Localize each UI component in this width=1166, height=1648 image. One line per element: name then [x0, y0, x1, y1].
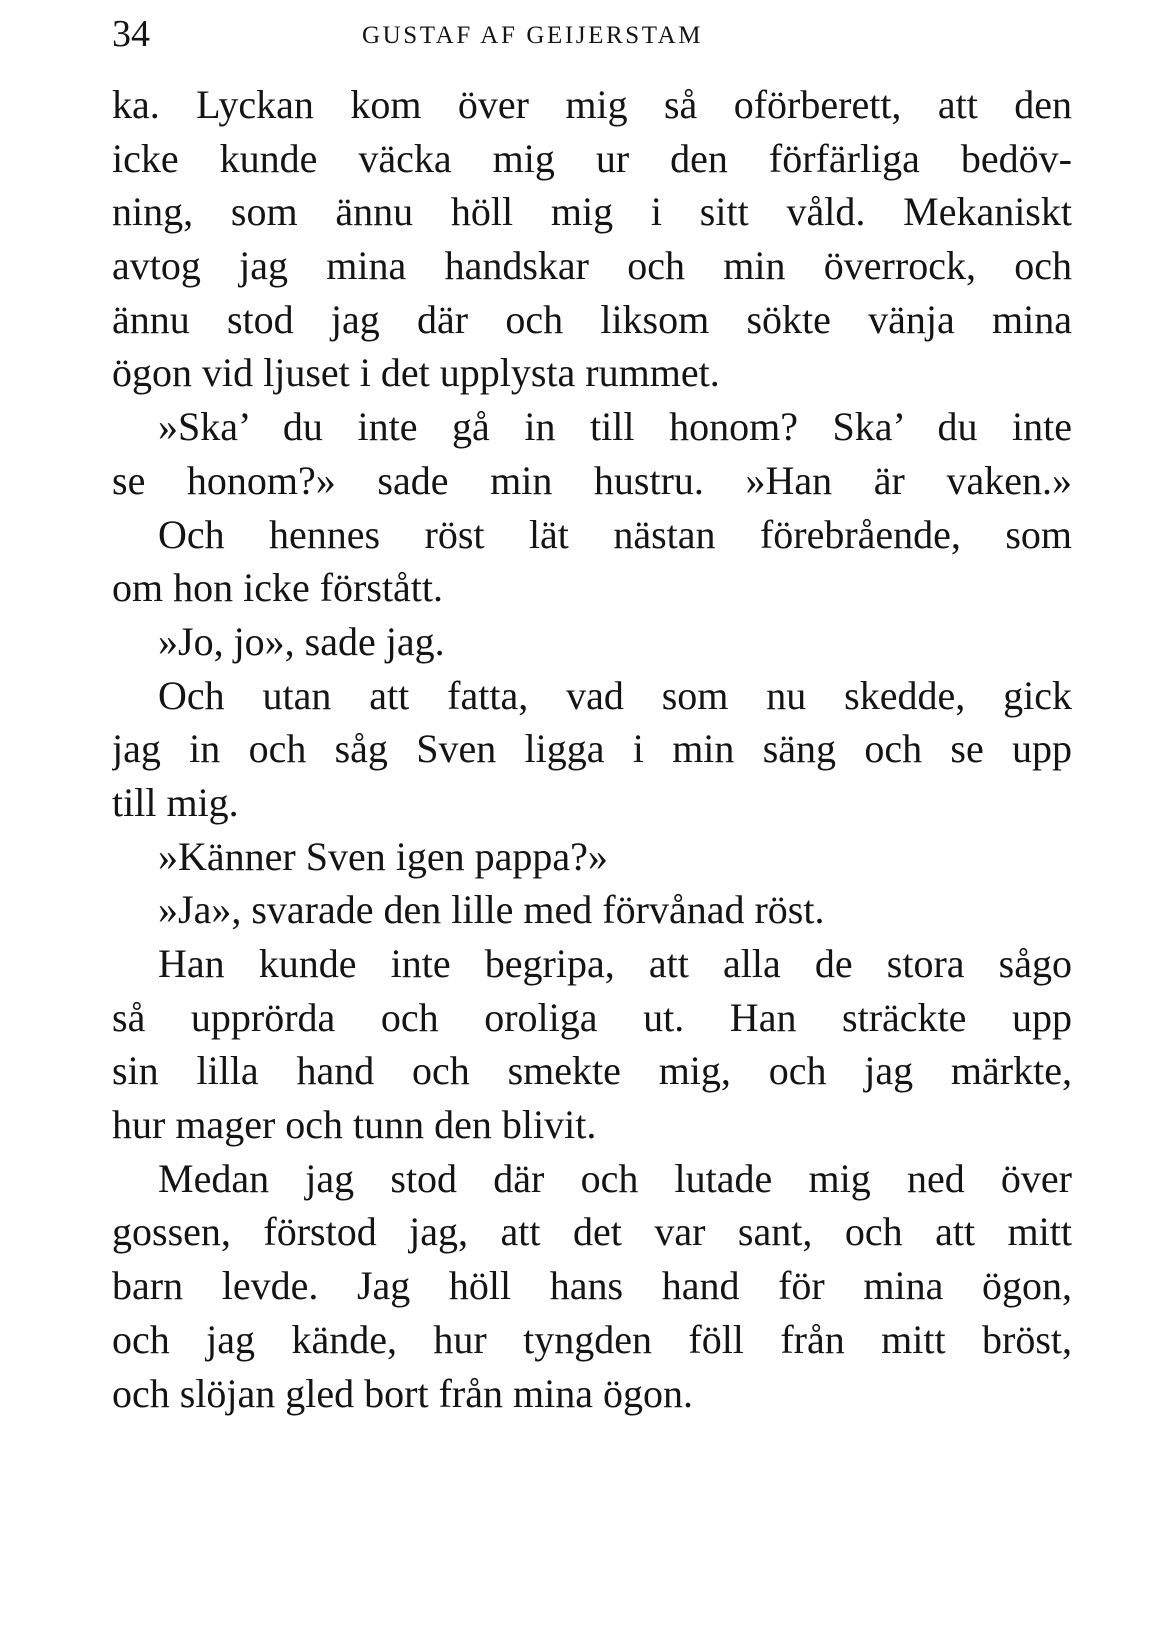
body-text — [112, 78, 1072, 1420]
text-line: ka. Lyckan kom över mig så oförberett, att den — [112, 82, 1072, 127]
text-line: och jag kände, hur tyngden föll från mitt bröst, — [112, 1316, 1072, 1362]
text-line: Han kunde inte begripa, att alla de stora sågo — [158, 941, 1072, 986]
text-line: och slöjan gled bort från mina ögon. — [112, 1370, 693, 1416]
running-title: GUSTAF AF GEIJERSTAM — [362, 22, 704, 49]
text-line: så upprörda och oroliga ut. Han sträckte upp — [112, 994, 1072, 1040]
text-line: Och hennes röst lät nästan förebrående, som — [158, 511, 1072, 557]
text-line: »Jo, jo», sade jag. — [158, 618, 445, 664]
text-line: Och utan att fatta, vad som nu skedde, gick — [158, 672, 1072, 718]
text-line: om hon icke förstått. — [112, 565, 444, 611]
text-line: Medan jag stod där och lutade mig ned över — [158, 1155, 1072, 1201]
text-line: se honom?» sade min hustru. »Han är vaken.» — [112, 457, 1072, 503]
text-line: barn levde. Jag höll hans hand för mina ögon, — [112, 1263, 1072, 1309]
running-head — [112, 8, 1072, 58]
text-line: avtog jag mina handskar och min överrock, och — [112, 243, 1072, 289]
text-line: ning, som ännu höll mig i sitt våld. Mekaniskt — [112, 189, 1072, 235]
page-number: 34 — [112, 13, 150, 55]
text-line: »Känner Sven igen pappa?» — [158, 833, 608, 879]
text-line: gossen, förstod jag, att det var sant, och att mitt — [112, 1209, 1072, 1255]
text-line: »Ska’ du inte gå in till honom? Ska’ du inte — [158, 404, 1072, 450]
text-line: ögon vid ljuset i det upplysta rummet. — [112, 350, 720, 396]
text-line: icke kunde väcka mig ur den förfärliga bedöv- — [112, 135, 1072, 181]
text-line: jag in och såg Sven ligga i min säng och se upp — [112, 726, 1072, 772]
text-line: sin lilla hand och smekte mig, och jag märkte, — [112, 1048, 1072, 1094]
text-line: hur mager och tunn den blivit. — [112, 1102, 597, 1148]
text-line: »Ja», svarade den lille med förvånad röst. — [158, 887, 825, 933]
text-line: ännu stod jag där och liksom sökte vänja mina — [112, 296, 1072, 342]
text-line: till mig. — [112, 779, 239, 825]
